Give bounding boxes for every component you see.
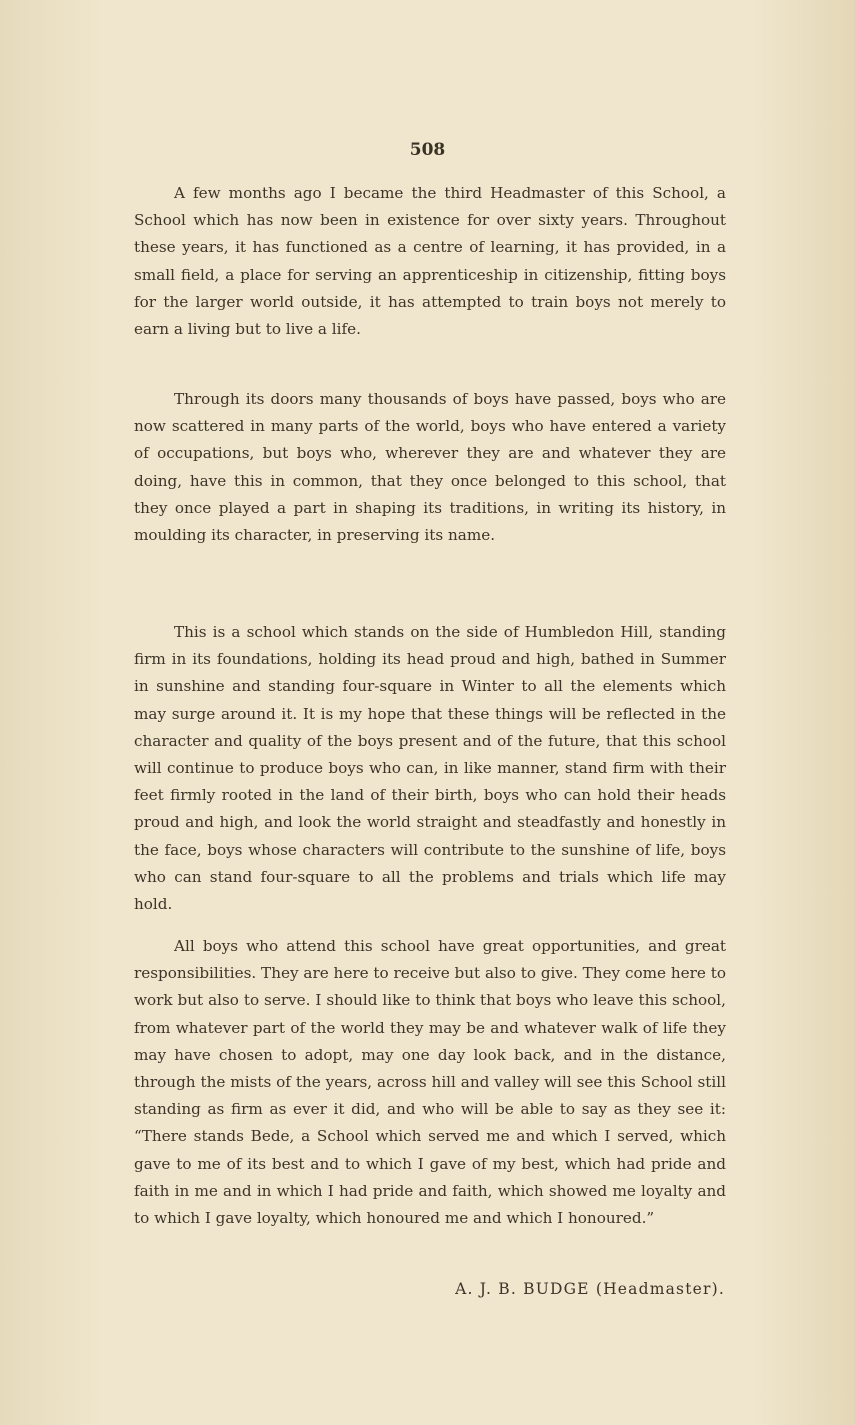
paragraph-1: A few months ago I became the third Headmaster of this School, a School which has now been in existence for over sixty years. Throughout these years, it has functioned as a centre of learning, it has provided, in a small field, a place for serving an apprenticeship in citizenship, fitting boys for the larger world outside, it has attempted to train boys not merely to earn a living but to live a life. — [134, 184, 726, 339]
paragraph-3: This is a school which stands on the side of Humbledon Hill, standing firm in its foundations, holding its head proud and high, bathed in Summer in sunshine and standing four-square in Winter to all the elements which may surge around it. It is my hope that these things will be reflected in the character and quality of the boys present and of the future, that this school will continue to produce boys who can, in like manner, stand firm with their feet firmly rooted in the land of their birth, boys who can hold their heads proud and high, and look the world straight and steadfastly and honestly in the face, boys whose characters will contribute to the sunshine of life, boys who can stand four-square to all the problems and trials which life may hold. — [134, 623, 726, 914]
page-number: 508 — [409, 140, 446, 160]
signature: A. J. B. BUDGE (Headmaster). — [455, 1280, 725, 1298]
paragraph-2: Through its doors many thousands of boys have passed, boys who are now scattered in many parts of the world, boys who have entered a variety of occupations, but boys who, wherever they are and whatever they are doing, have this in common, that they once belonged to this school, that they once played a part in shaping its traditions, in writing its history, in moulding its character, in preserving its name. — [134, 390, 726, 545]
paragraph-4: All boys who attend this school have great opportunities, and great responsibilities. They are here to receive but also to give. They come here to work but also to serve. I should like to think that boys who leave this school, from whatever part of the world they may be and whatever walk of life they may have chosen to adopt, may one day look back, and in the distance, through the mists of the years, across hill and valley will see this School still standing as firm as ever it did, and who will be able to say as they see it: “There stands Bede, a School which served me and which I served, which gave to me of its best and to which I gave of my best, which had pride and faith in me and in which I had pride and faith, which showed me loyalty and to which I gave loyalty, which honoured me and which I honoured.” — [134, 937, 726, 1228]
